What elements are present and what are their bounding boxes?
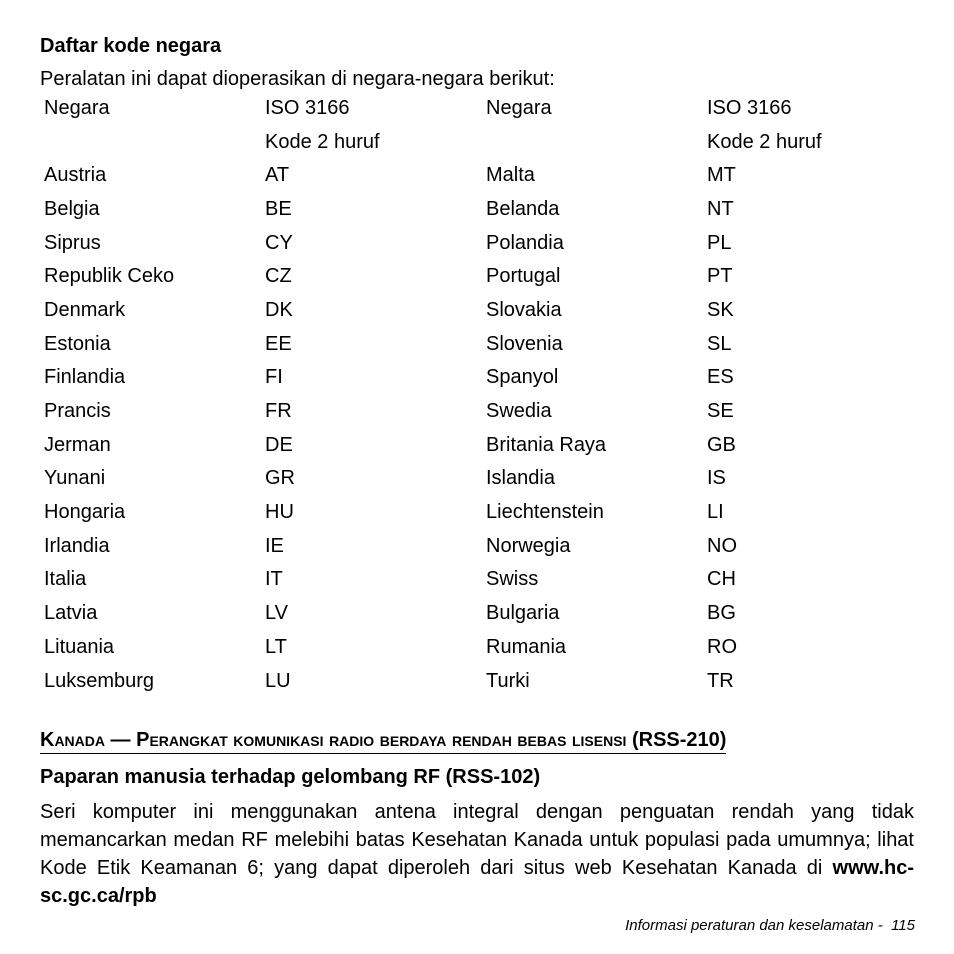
table-row bbox=[40, 394, 924, 428]
country-cell: Jerman bbox=[44, 433, 111, 456]
code-cell: IT bbox=[265, 568, 283, 591]
country-cell: Austria bbox=[44, 164, 107, 187]
code-cell: ES bbox=[707, 366, 734, 389]
paragraph-text: Seri komputer ini menggunakan antena integral dengan penguatan rendah yang tidak memancarkan medan RF melebihi batas Kesehatan Kanada untuk populasi pada umumnya; lihat Kode Etik Keamanan 6; yang dapat diperoleh dari situs web Kesehatan Kanada di bbox=[40, 801, 914, 879]
country-cell: Belanda bbox=[486, 197, 560, 220]
header-cell: ISO 3166 bbox=[265, 96, 350, 119]
country-cell: Hongaria bbox=[44, 501, 126, 524]
section-subtitle: Paparan manusia terhadap gelombang RF (RSS-102) bbox=[40, 766, 541, 788]
footer-text: Informasi peraturan dan keselamatan - bbox=[625, 917, 883, 934]
code-cell: GB bbox=[707, 433, 736, 456]
header-cell: Kode 2 huruf bbox=[707, 130, 822, 153]
code-cell: FI bbox=[265, 366, 283, 389]
page-footer bbox=[625, 917, 915, 934]
country-cell: Malta bbox=[486, 164, 535, 187]
country-cell: Finlandia bbox=[44, 366, 126, 389]
page-number: 115 bbox=[891, 917, 915, 934]
country-cell: Polandia bbox=[486, 231, 564, 254]
table-row bbox=[40, 495, 924, 529]
table-row bbox=[40, 192, 924, 226]
code-cell: SK bbox=[707, 298, 734, 321]
code-cell: HU bbox=[265, 501, 294, 524]
country-cell: Yunani bbox=[44, 467, 106, 490]
table-row bbox=[40, 596, 924, 630]
header-cell bbox=[482, 125, 703, 159]
code-cell: TR bbox=[707, 669, 734, 692]
intro-text: Peralatan ini dapat dioperasikan di negara-negara berikut: bbox=[40, 68, 555, 90]
table-row bbox=[40, 664, 924, 698]
code-cell: MT bbox=[707, 164, 736, 187]
country-cell: Estonia bbox=[44, 332, 111, 355]
country-cell: Irlandia bbox=[44, 534, 110, 557]
country-cell: Luksemburg bbox=[44, 669, 155, 692]
country-cell: Swiss bbox=[486, 568, 539, 591]
code-cell: LV bbox=[265, 602, 288, 625]
code-cell: PT bbox=[707, 265, 733, 288]
table-row bbox=[40, 361, 924, 395]
code-cell: NT bbox=[707, 197, 734, 220]
table-row bbox=[40, 563, 924, 597]
code-cell: LU bbox=[265, 669, 291, 692]
table-header-row bbox=[40, 91, 924, 125]
country-cell: Portugal bbox=[486, 265, 561, 288]
country-cell: Norwegia bbox=[486, 534, 571, 557]
country-cell: Britania Raya bbox=[486, 433, 607, 456]
code-cell: BG bbox=[707, 602, 736, 625]
code-cell: DK bbox=[265, 298, 293, 321]
code-cell: CZ bbox=[265, 265, 292, 288]
section-title bbox=[40, 729, 726, 754]
table-row bbox=[40, 259, 924, 293]
table-row bbox=[40, 327, 924, 361]
table-row bbox=[40, 529, 924, 563]
code-cell: LI bbox=[707, 501, 724, 524]
code-cell: SL bbox=[707, 332, 732, 355]
header-cell: Kode 2 huruf bbox=[265, 130, 380, 153]
country-cell: Italia bbox=[44, 568, 87, 591]
table-row bbox=[40, 293, 924, 327]
country-cell: Latvia bbox=[44, 602, 98, 625]
section-title-code: (RSS-210) bbox=[631, 729, 727, 751]
header-cell: Negara bbox=[486, 96, 552, 119]
code-cell: BE bbox=[265, 197, 292, 220]
website-link[interactable]: www.hc-sc.gc.ca/rpb bbox=[40, 857, 914, 907]
code-cell: IS bbox=[707, 467, 726, 490]
table-row bbox=[40, 630, 924, 664]
table-row bbox=[40, 428, 924, 462]
country-code-table bbox=[40, 91, 924, 697]
code-cell: RO bbox=[707, 635, 737, 658]
code-cell: LT bbox=[265, 635, 287, 658]
code-cell: CH bbox=[707, 568, 736, 591]
code-cell: FR bbox=[265, 400, 292, 423]
code-cell: EE bbox=[265, 332, 292, 355]
country-cell: Islandia bbox=[486, 467, 555, 490]
country-cell: Denmark bbox=[44, 298, 126, 321]
country-cell: Republik Ceko bbox=[44, 265, 175, 288]
code-cell: SE bbox=[707, 400, 734, 423]
code-cell: IE bbox=[265, 534, 284, 557]
code-cell: CY bbox=[265, 231, 293, 254]
code-cell: DE bbox=[265, 433, 293, 456]
section-paragraph bbox=[40, 798, 914, 910]
country-cell: Spanyol bbox=[486, 366, 559, 389]
country-code-table-body bbox=[40, 91, 924, 697]
table-header-row bbox=[40, 125, 924, 159]
country-cell: Turki bbox=[486, 669, 530, 692]
code-cell: AT bbox=[265, 164, 290, 187]
country-cell: Rumania bbox=[486, 635, 567, 658]
header-cell: Negara bbox=[44, 96, 110, 119]
code-cell: PL bbox=[707, 231, 732, 254]
table-row bbox=[40, 158, 924, 192]
code-cell: GR bbox=[265, 467, 295, 490]
header-cell bbox=[40, 125, 261, 159]
country-cell: Siprus bbox=[44, 231, 101, 254]
header-cell: ISO 3166 bbox=[707, 96, 792, 119]
country-cell: Lituania bbox=[44, 635, 115, 658]
table-row bbox=[40, 462, 924, 496]
page-heading: Daftar kode negara bbox=[40, 35, 222, 57]
country-cell: Bulgaria bbox=[486, 602, 560, 625]
country-cell: Prancis bbox=[44, 400, 111, 423]
country-cell: Liechtenstein bbox=[486, 501, 604, 524]
country-cell: Slovakia bbox=[486, 298, 562, 321]
country-cell: Slovenia bbox=[486, 332, 563, 355]
country-cell: Belgia bbox=[44, 197, 100, 220]
country-cell: Swedia bbox=[486, 400, 552, 423]
code-cell: NO bbox=[707, 534, 737, 557]
section-title-main: Kanada — Perangkat komunikasi radio berdaya rendah bebas lisensi bbox=[40, 729, 627, 751]
table-row bbox=[40, 226, 924, 260]
